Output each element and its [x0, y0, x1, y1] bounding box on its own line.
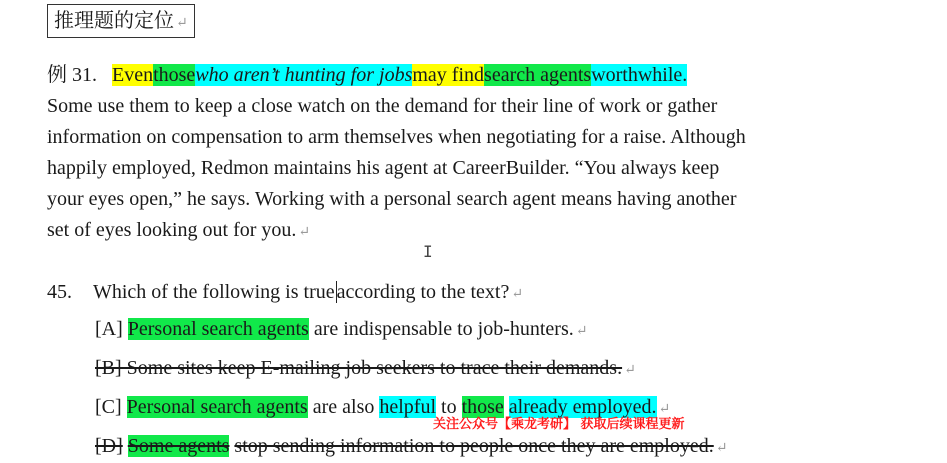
paragraph-mark: ↵ — [511, 287, 524, 302]
option-c-highlight-1: Personal search agents — [126, 396, 308, 418]
option-b-text: [B] Some sites keep E-mailing job seekers to trace their demands. — [95, 357, 623, 379]
paragraph-mark: ↵ — [658, 402, 671, 417]
passage-line-3: happily employed, Redmon maintains his agent at CareerBuilder. “You always keep — [47, 157, 720, 179]
question-text-b: according to the text? — [336, 281, 510, 303]
passage-line-4: your eyes open,” he says. Working with a personal search agent means having another — [47, 188, 737, 210]
option-c-mid-1: are also — [312, 396, 375, 418]
passage-line-5-text: set of eyes looking out for you. — [47, 219, 297, 241]
hl-who-arent-hunting: who aren’t hunting for jobs — [195, 64, 413, 86]
option-c-highlight-employed: already employed. — [508, 396, 657, 418]
passage-line-2: information on compensation to arm themselves when negotiating for a raise. Although — [47, 126, 746, 148]
hl-those: those — [153, 64, 196, 86]
section-title-text: 推理题的定位 — [54, 10, 174, 32]
option-d-label: [D] — [95, 435, 123, 457]
example-label: 例 31. — [47, 64, 97, 86]
passage-line-1: Some use them to keep a close watch on the demand for their line of work or gather — [47, 95, 718, 117]
hl-worthwhile: worthwhile. — [591, 64, 688, 86]
hl-even: Even — [112, 64, 154, 86]
example-first-line — [47, 61, 687, 89]
option-c-mid-2: to — [441, 396, 457, 418]
paragraph-mark: ↵ — [176, 16, 188, 31]
question-line — [47, 278, 523, 309]
paragraph-mark: ↵ — [575, 324, 588, 339]
section-title — [47, 4, 195, 38]
hl-search-agents: search agents — [484, 64, 592, 86]
option-c-highlight-those: those — [461, 396, 504, 418]
text-cursor-icon: I — [423, 242, 433, 261]
option-c-highlight-helpful: helpful — [379, 396, 437, 418]
option-d-highlight: Some agents — [127, 435, 230, 457]
paragraph-mark: ↵ — [715, 441, 728, 456]
option-b — [95, 354, 636, 385]
passage-line-5 — [47, 216, 310, 247]
question-text-a: Which of the following is true — [93, 281, 335, 303]
watermark-text: 关注公众号【乘龙考研】 获取后续课程更新 — [433, 417, 685, 432]
question-number: 45. — [47, 281, 72, 303]
option-a — [95, 315, 587, 346]
option-a-rest: are indispensable to job-hunters. — [313, 318, 574, 340]
paragraph-mark: ↵ — [298, 225, 311, 240]
option-d — [95, 432, 727, 463]
option-c-label: [C] — [95, 396, 122, 418]
option-a-label: [A] — [95, 318, 123, 340]
hl-may-find: may find — [412, 64, 485, 86]
paragraph-mark: ↵ — [624, 363, 636, 378]
option-d-rest: stop sending information to people once they are employed. — [234, 435, 714, 457]
option-a-highlight: Personal search agents — [127, 318, 309, 340]
